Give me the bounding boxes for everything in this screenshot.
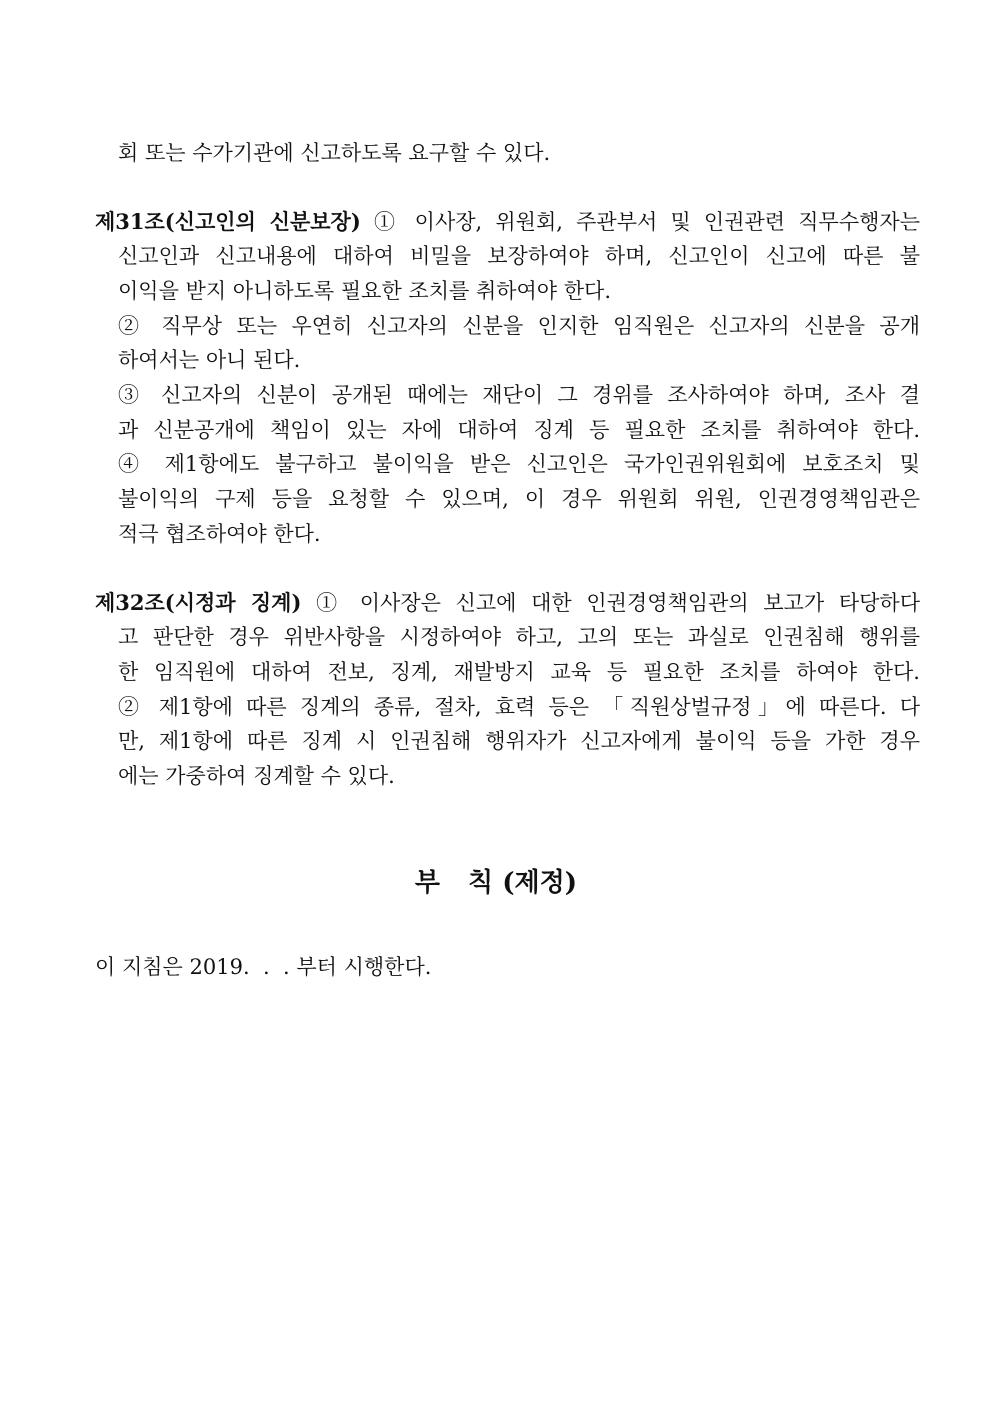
supplementary-text: 이 지침은 2019. . . 부터 시행한다. [95,955,432,979]
article-32-line: 한 임직원에 대하여 전보, 징계, 재발방지 교육 등 필요한 조치를 하여야 한다. [118,660,920,684]
article-31-title: 제31조(신고인의 신분보장) [95,209,361,234]
article-31-paragraph-1-start: ① 이사장, 위원회, 주관부서 및 인권관련 직무수행자는 [360,210,920,234]
article-32-first-line [95,588,920,618]
article-32-paragraph-1-start: ① 이사장은 신고에 대한 인권경영책임관의 보고가 타당하다 [301,591,920,615]
supplementary-heading-part-1: 부 [414,868,441,898]
article-31-line: 적극 협조하여야 한다. [118,522,321,546]
supplementary-heading [0,865,992,901]
article-31-line: 과 신분공개에 책임이 있는 자에 대하여 징계 등 필요한 조치를 취하여야 한다. [118,418,920,442]
article-32-line: 만, 제1항에 따른 징계 시 인권침해 행위자가 신고자에게 불이익 등을 가한 경우 [118,729,920,753]
article-31-paragraph-3: ③ 신고자의 신분이 공개된 때에는 재단이 그 경위를 조사하여야 하며, 조사 결 [118,383,920,407]
article-32-title: 제32조(시정과 징계) [95,590,302,615]
continuation-text: 회 또는 수가기관에 신고하도록 요구할 수 있다. [118,141,551,165]
article-31-line: 신고인과 신고내용에 대하여 비밀을 보장하여야 하며, 신고인이 신고에 따른 불 [118,244,920,268]
article-31-line: 하여서는 아니 된다. [118,348,301,372]
article-31-line: 불이익의 구제 등을 요청할 수 있으며, 이 경우 위원회 위원, 인권경영책임관은 [118,487,920,511]
article-31-paragraph-2: ② 직무상 또는 우연히 신고자의 신분을 인지한 임직원은 신고자의 신분을 공개 [118,314,920,338]
article-32-paragraph-2: ② 제1항에 따른 징계의 종류, 절차, 효력 등은 「직원상벌규정」에 따른다. 다 [118,695,920,719]
supplementary-heading-part-2: 칙 (제정) [468,868,578,898]
article-31-paragraph-4: ④ 제1항에도 불구하고 불이익을 받은 신고인은 국가인권위원회에 보호조치 및 [118,452,920,476]
article-32-line: 에는 가중하여 징계할 수 있다. [118,764,395,788]
article-31-first-line [95,207,920,237]
article-31-line: 이익을 받지 아니하도록 필요한 조치를 취하여야 한다. [118,279,612,303]
article-32-line: 고 판단한 경우 위반사항을 시정하여야 하고, 고의 또는 과실로 인권침해 행위를 [118,625,920,649]
